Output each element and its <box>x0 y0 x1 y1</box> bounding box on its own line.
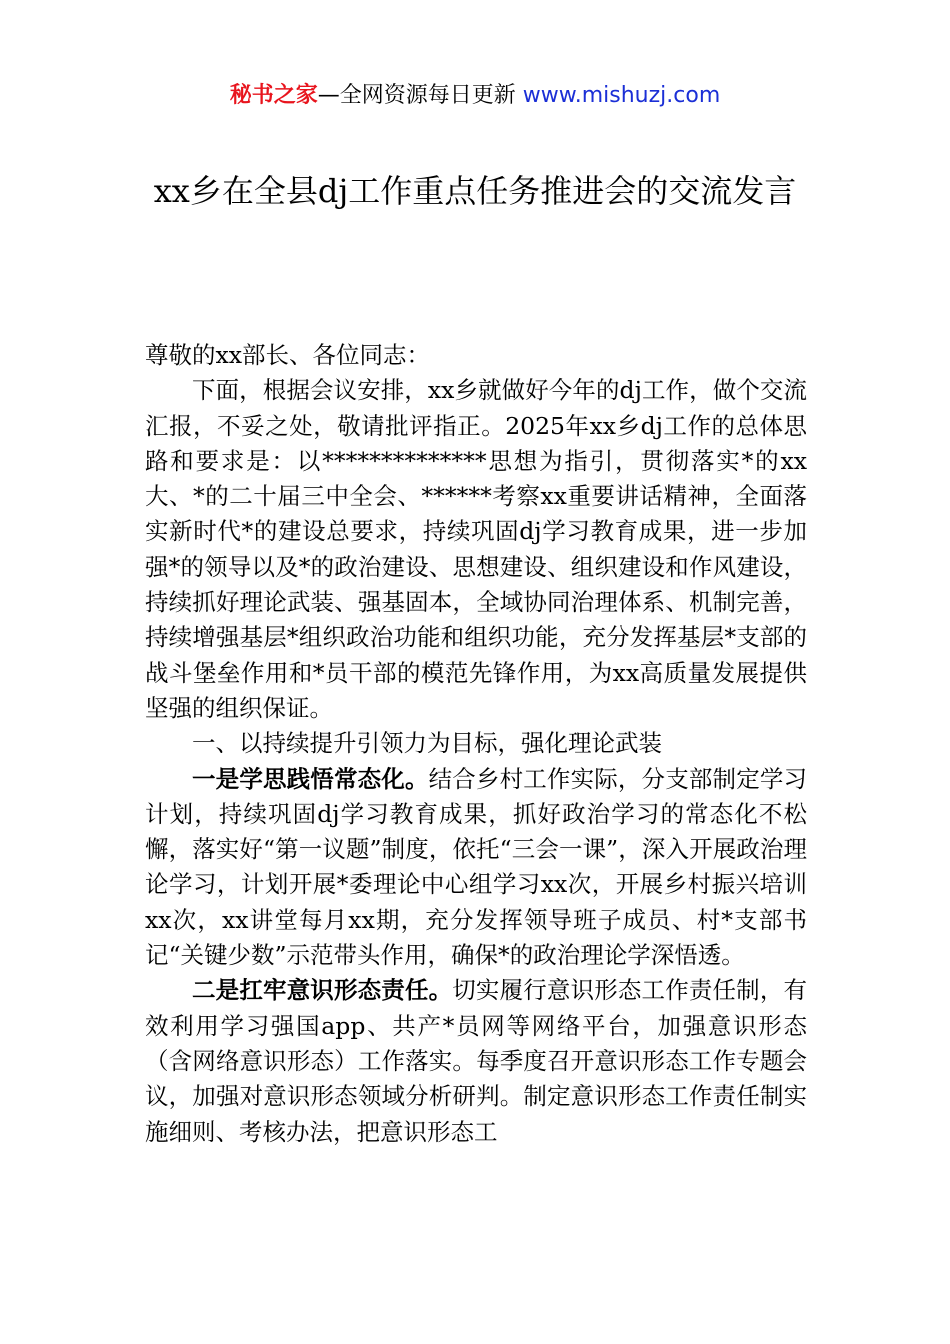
site-header <box>0 78 950 114</box>
site-brand: 秘书之家 <box>229 83 318 108</box>
salutation: 尊敬的xx部长、各位同志： <box>145 341 431 369</box>
item-text-1: 结合乡村工作实际，分支部制定学习计划，持续巩固dj学习教育成果，抓好政治学习的常态化不松懈，落实好“第一议题”制度，依托“三会一课”，深入开展政治理论学习，计划开展*委理论中心组学习xx次，开展乡村振兴培训xx次，xx讲堂每月xx期，充分发挥领导班子成员、村*支部书记“关键少数”示范带头作用，确保*的政治理论学深悟透。 <box>145 764 808 970</box>
document-title: xx乡在全县dj工作重点任务推进会的交流发言 <box>153 172 797 210</box>
section-heading: 一、以持续提升引领力为目标，强化理论武装 <box>192 729 662 758</box>
site-url-link[interactable]: www.mishuzj.com <box>522 83 721 108</box>
intro-paragraph: 下面，根据会议安排，xx乡就做好今年的dj工作，做个交流汇报，不妥之处，敬请批评指正。2025年xx乡dj工作的总体思路和要求是：以**************思想为指引，贯彻落实*的xx大、*的二十届三中全会、******考察xx重要讲话精神，全面落实新时代*的建设总要求，持续巩固dj学习教育成果，进一步加强*的领导以及*的政治建设、思想建设、组织建设和作风建设，持续抓好理论武装、强基固本，全域协同治理体系、机制完善，持续增强基层*组织政治功能和组织功能，充分发挥基层*支部的战斗堡垒作用和*员干部的模范先锋作用，为xx高质量发展提供坚强的组织保证。 <box>145 376 807 722</box>
item-lead-2: 二是扛牢意识形态责任。 <box>192 976 453 1005</box>
site-slogan: —全网资源每日更新 <box>317 83 523 108</box>
item-text-2: 切实履行意识形态工作责任制，有效利用学习强国app、共产*员网等网络平台，加强意识形态（含网络意识形态）工作落实。每季度召开意识形态工作专题会议，加强对意识形态领域分析研判。制定意识形态工作责任制实施细则、考核办法，把意识形态工 <box>145 976 808 1146</box>
item-paragraph-2 <box>145 973 807 1149</box>
item-paragraph-1 <box>145 762 807 974</box>
document-body <box>145 338 807 1150</box>
item-lead-1: 一是学思践悟常态化。 <box>192 764 429 793</box>
